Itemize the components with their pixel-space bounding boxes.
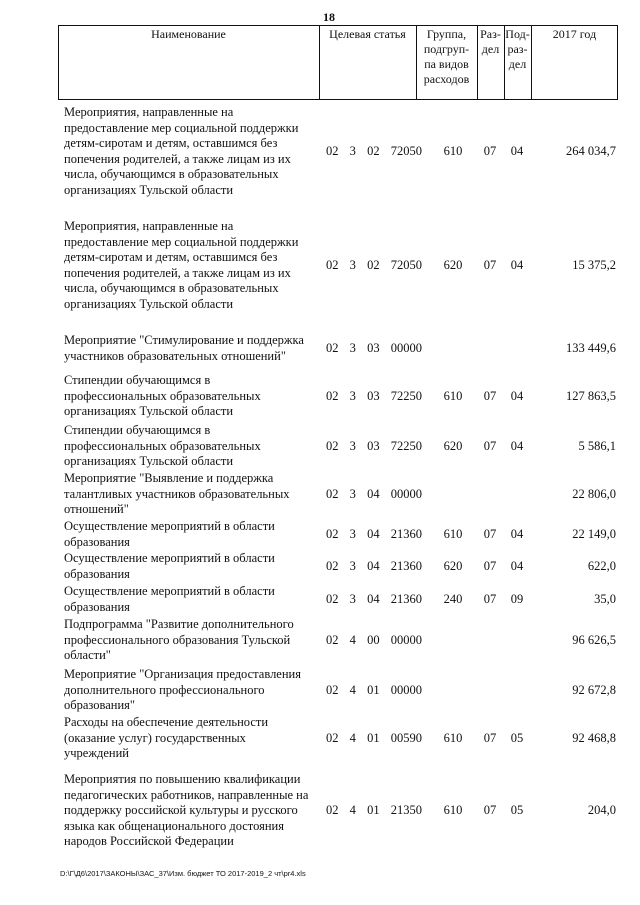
table-row: [0, 584, 640, 615]
table-row: [0, 333, 640, 364]
subsection: 04: [510, 388, 524, 403]
section: 07: [483, 803, 497, 818]
subsection: 04: [510, 559, 524, 573]
target-article-code: 02 3 04 21360: [326, 527, 422, 541]
amount-2017: 622,0: [587, 559, 616, 573]
row-name: Стипендии обучающимся в профессиональных образовательных организациях Тульской области: [64, 423, 261, 468]
subsection: 05: [510, 730, 524, 745]
row-name: Осуществление мероприятий в области образования: [64, 551, 275, 581]
subsection: 05: [510, 803, 524, 818]
table-row: [0, 715, 640, 762]
table-header: [58, 25, 618, 100]
table-row: [0, 519, 640, 550]
amount-2017: 15 375,2: [572, 258, 616, 272]
row-name: Мероприятие "Выявление и поддержка талантливых участников образовательных отношений": [64, 471, 290, 516]
amount-2017: 96 626,5: [572, 632, 616, 647]
section: 07: [483, 592, 497, 606]
subsection: 04: [510, 258, 524, 272]
target-article-code: 02 3 04 00000: [326, 486, 422, 501]
table-row: [0, 105, 640, 198]
amount-2017: 204,0: [587, 803, 616, 818]
subsection: 04: [510, 144, 524, 158]
section: 07: [483, 527, 497, 541]
target-article-code: 02 4 01 00000: [326, 682, 422, 697]
table-row: [0, 617, 640, 664]
target-article-code: 02 3 04 21360: [326, 559, 422, 573]
target-article-code: 02 3 03 72250: [326, 388, 422, 403]
target-article-code: 02 3 04 21360: [326, 592, 422, 606]
row-name: Подпрограмма "Развитие дополнительного профессионального образования Тульской области": [64, 617, 294, 662]
section: 07: [483, 144, 497, 158]
target-article-code: 02 4 01 00590: [326, 730, 422, 745]
table-row: [0, 471, 640, 518]
section: 07: [483, 258, 497, 272]
section: 07: [483, 730, 497, 745]
header-year: 2017 год: [552, 27, 597, 41]
amount-2017: 92 672,8: [572, 682, 616, 697]
subsection: 09: [510, 592, 524, 606]
row-name: Мероприятия, направленные на предоставление мер социальной поддержки детям-сиротам и детям, оставшимся без попечения родителей, а также лицам из их числа, обучающимся в образовательных организациях Тульской области: [64, 219, 299, 311]
table-row: [0, 551, 640, 582]
target-article-code: 02 3 02 72050: [326, 258, 422, 272]
subsection: 04: [510, 438, 524, 453]
file-path-footer: D:\Г\Д6\2017\ЗАКОНЫ\ЗАС_37\Изм. бюджет ТО 2017-2019_2 чт\pr4.xls: [60, 869, 306, 878]
target-article-code: 02 4 00 00000: [326, 632, 422, 647]
amount-2017: 5 586,1: [578, 438, 616, 453]
expense-group: 610: [443, 803, 463, 818]
section: 07: [483, 559, 497, 573]
amount-2017: 22 806,0: [572, 486, 616, 501]
table-row: [0, 219, 640, 312]
amount-2017: 22 149,0: [572, 527, 616, 541]
header-subsection: Под- раз- дел: [505, 27, 530, 71]
expense-group: 610: [443, 527, 463, 541]
subsection: 04: [510, 527, 524, 541]
target-article-code: 02 3 03 72250: [326, 438, 422, 453]
expense-group: 620: [443, 258, 463, 272]
table-row: [0, 423, 640, 470]
amount-2017: 264 034,7: [566, 144, 616, 158]
expense-group: 240: [443, 592, 463, 606]
header-name: Наименование: [151, 27, 226, 41]
section: 07: [483, 438, 497, 453]
expense-group: 610: [443, 144, 463, 158]
row-name: Мероприятие "Стимулирование и поддержка участников образовательных отношений": [64, 333, 304, 363]
target-article-code: 02 4 01 21350: [326, 803, 422, 818]
row-name: Мероприятие "Организация предоставления дополнительного профессионального образования": [64, 667, 301, 712]
expense-group: 610: [443, 730, 463, 745]
target-article-code: 02 3 02 72050: [326, 144, 422, 158]
row-name: Расходы на обеспечение деятельности (оказание услуг) государственных учреждений: [64, 715, 269, 760]
amount-2017: 92 468,8: [572, 730, 616, 745]
table-row: [0, 667, 640, 714]
amount-2017: 35,0: [594, 592, 616, 606]
target-article-code: 02 3 03 00000: [326, 341, 422, 355]
table-row: [0, 772, 640, 850]
row-name: Осуществление мероприятий в области образования: [64, 519, 275, 549]
row-name: Мероприятия по повышению квалификации педагогических работников, направленные на поддержку российской культуры и русского языка как общенационального достояния народов Российской Федерации: [64, 772, 309, 848]
row-name: Осуществление мероприятий в области образования: [64, 584, 275, 614]
table-row: [0, 373, 640, 420]
amount-2017: 133 449,6: [566, 341, 616, 355]
page-number: 18: [323, 10, 335, 24]
expense-group: 610: [443, 388, 463, 403]
header-target-article: Целевая статья: [329, 27, 406, 41]
row-name: Стипендии обучающимся в профессиональных образовательных организациях Тульской области: [64, 373, 261, 418]
section: 07: [483, 388, 497, 403]
header-expense-group: Группа, подгруп- па видов расходов: [423, 27, 470, 86]
header-section: Раз- дел: [480, 27, 501, 56]
expense-group: 620: [443, 438, 463, 453]
row-name: Мероприятия, направленные на предоставление мер социальной поддержки детям-сиротам и детям, оставшимся без попечения родителей, а также лицам из их числа, обучающимся в образовательных организациях Тульской области: [64, 105, 299, 197]
amount-2017: 127 863,5: [566, 388, 616, 403]
expense-group: 620: [443, 559, 463, 573]
